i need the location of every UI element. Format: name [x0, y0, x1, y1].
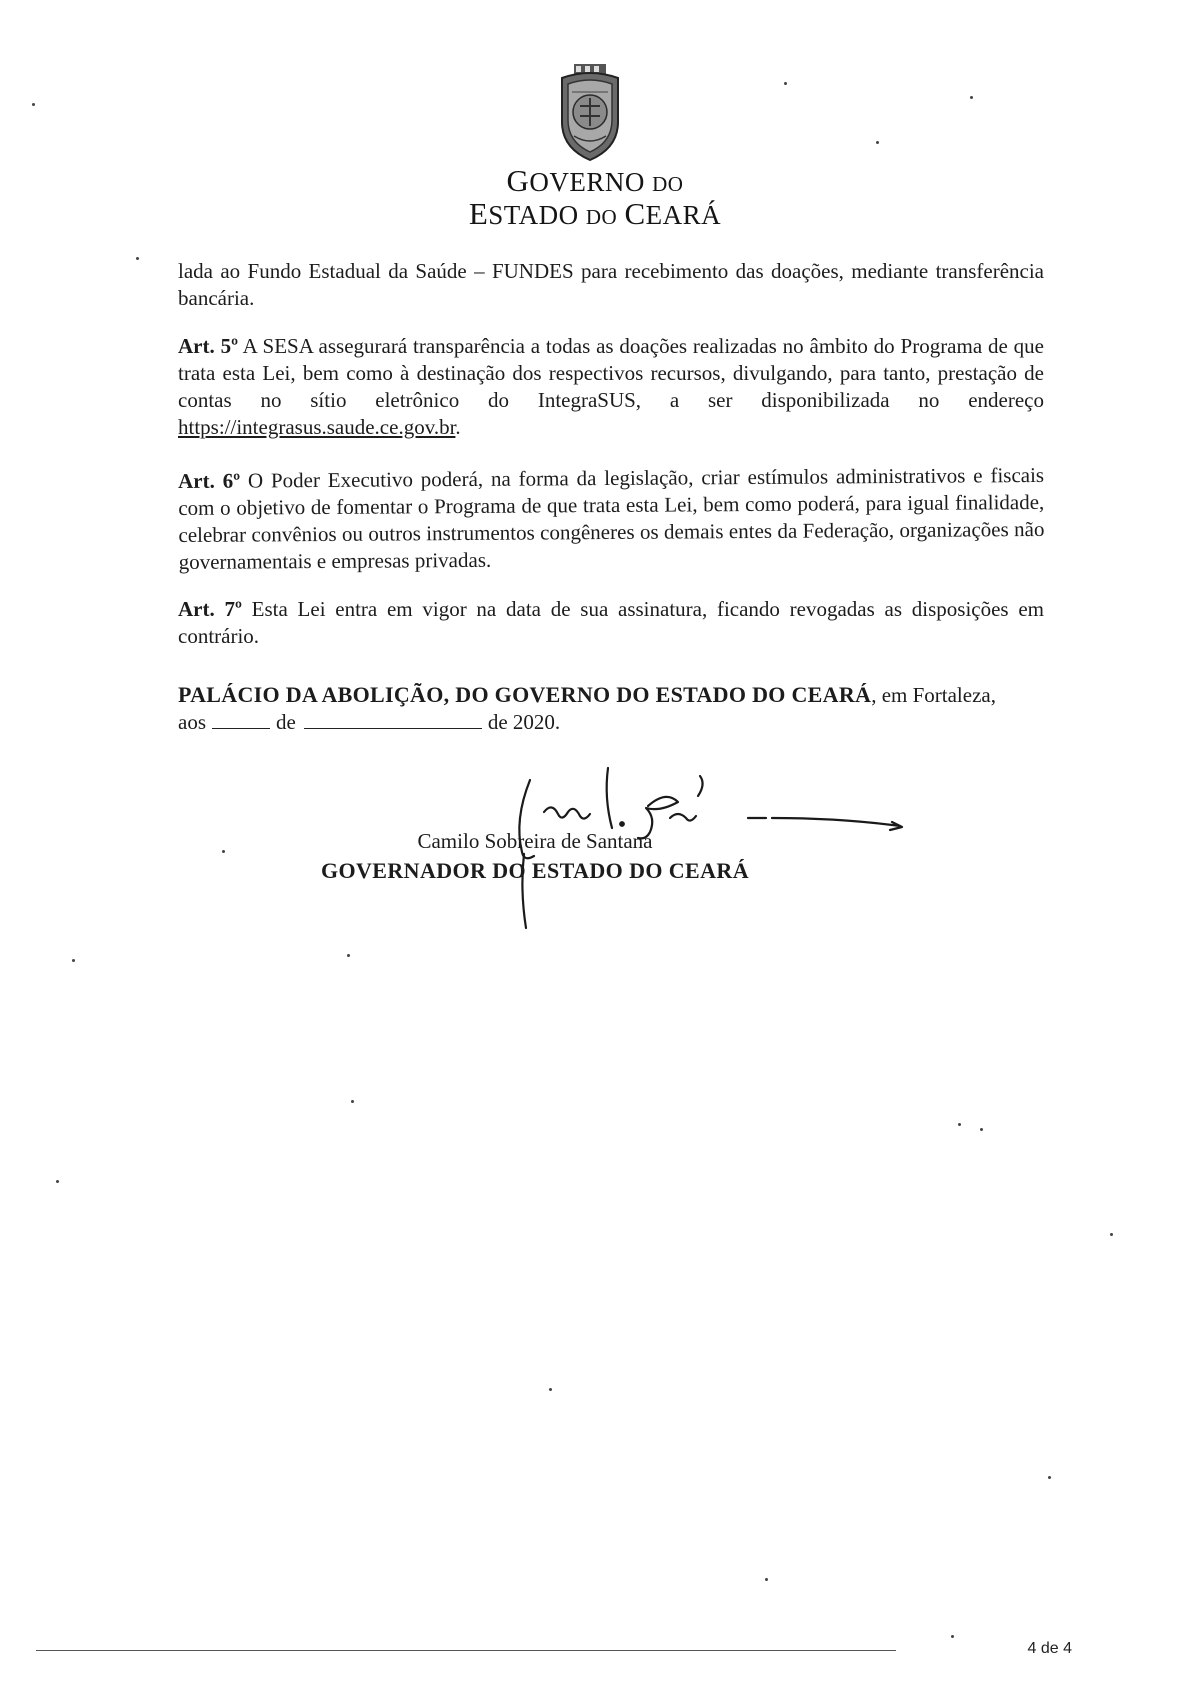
scan-speck	[970, 96, 973, 99]
date-day-blank	[212, 710, 270, 729]
scan-speck	[351, 1100, 354, 1103]
palace-name: PALÁCIO DA ABOLIÇÃO, DO GOVERNO DO ESTADO DO CEARÁ	[178, 682, 872, 707]
article-5-text: A SESA assegurará transparência a todas as doações realizadas no âmbito do Programa de que trata esta Lei, bem como à destinação dos respectivos recursos, divulgando, para tanto, prestação de contas no sítio eletrônico do IntegraSUS, a ser disponibilizada no endereço	[178, 334, 1044, 412]
date-year: de 2020.	[487, 710, 561, 734]
scan-speck	[1110, 1233, 1113, 1236]
footer-rule	[36, 1650, 896, 1651]
integrasus-link[interactable]: https://integrasus.saude.ce.gov.br	[178, 415, 456, 439]
scan-speck	[56, 1180, 59, 1183]
header-state-title: ESTADO DO CEARÁ	[468, 196, 722, 231]
scan-speck	[951, 1635, 954, 1638]
signatory-title: GOVERNADOR DO ESTADO DO CEARÁ	[321, 858, 749, 883]
scan-speck	[980, 1128, 983, 1131]
article-7-label: Art. 7º	[178, 597, 242, 621]
state-coat-of-arms-emblem	[552, 62, 628, 162]
scan-speck	[222, 850, 225, 853]
scan-speck	[347, 954, 350, 957]
article-7	[178, 596, 1044, 650]
scan-speck	[72, 959, 75, 962]
scan-speck	[958, 1123, 961, 1126]
date-de: de	[276, 710, 296, 734]
date-month-blank	[304, 710, 482, 729]
scan-speck	[876, 141, 879, 144]
article-5: Art. 5º A SESA assegurará transparência a todas as doações realizadas no âmbito do Programa de que trata esta Lei, bem como à destinação dos respectivos recursos, divulgando, para tanto, prestação de contas no sítio eletrônico do IntegraSUS, a ser disponibilizada no endereço https://integrasus.saude.ce.gov.br.	[178, 334, 1044, 439]
page-number: 4 de 4	[1027, 1640, 1072, 1657]
article-7-text: Esta Lei entra em vigor na data de sua assinatura, ficando revogadas as disposições em contrário.	[178, 597, 1044, 648]
scan-speck	[784, 82, 787, 85]
scan-speck	[136, 257, 139, 260]
article-6-text: O Poder Executivo poderá, na forma da legislação, criar estímulos administrativos e fiscais com o objetivo de fomentar o Programa de que trata esta Lei, bem como poderá, para igual finalidade, celebrar convênios ou outros instrumentos congêneres os demais entes da Federação, organizações não governamentais e empresas privadas.	[178, 462, 1045, 574]
date-aos: aos	[178, 710, 206, 734]
closing-city: , em Fortaleza,	[871, 683, 996, 707]
scan-speck	[1048, 1476, 1051, 1479]
header-government-title: GOVERNO DO	[506, 163, 684, 198]
paragraph-continuation: lada ao Fundo Estadual da Saúde – FUNDES para recebimento das doações, mediante transferência bancária.	[178, 259, 1044, 310]
article-6	[178, 462, 1045, 576]
article-5-label: Art. 5º	[178, 334, 238, 358]
scan-speck	[32, 103, 35, 106]
signatory-name: Camilo Sobreira de Santana	[417, 829, 653, 853]
article-6-label: Art. 6º	[178, 468, 241, 493]
closing-paragraph	[178, 681, 1044, 736]
scan-speck	[765, 1578, 768, 1581]
scan-speck	[549, 1388, 552, 1391]
